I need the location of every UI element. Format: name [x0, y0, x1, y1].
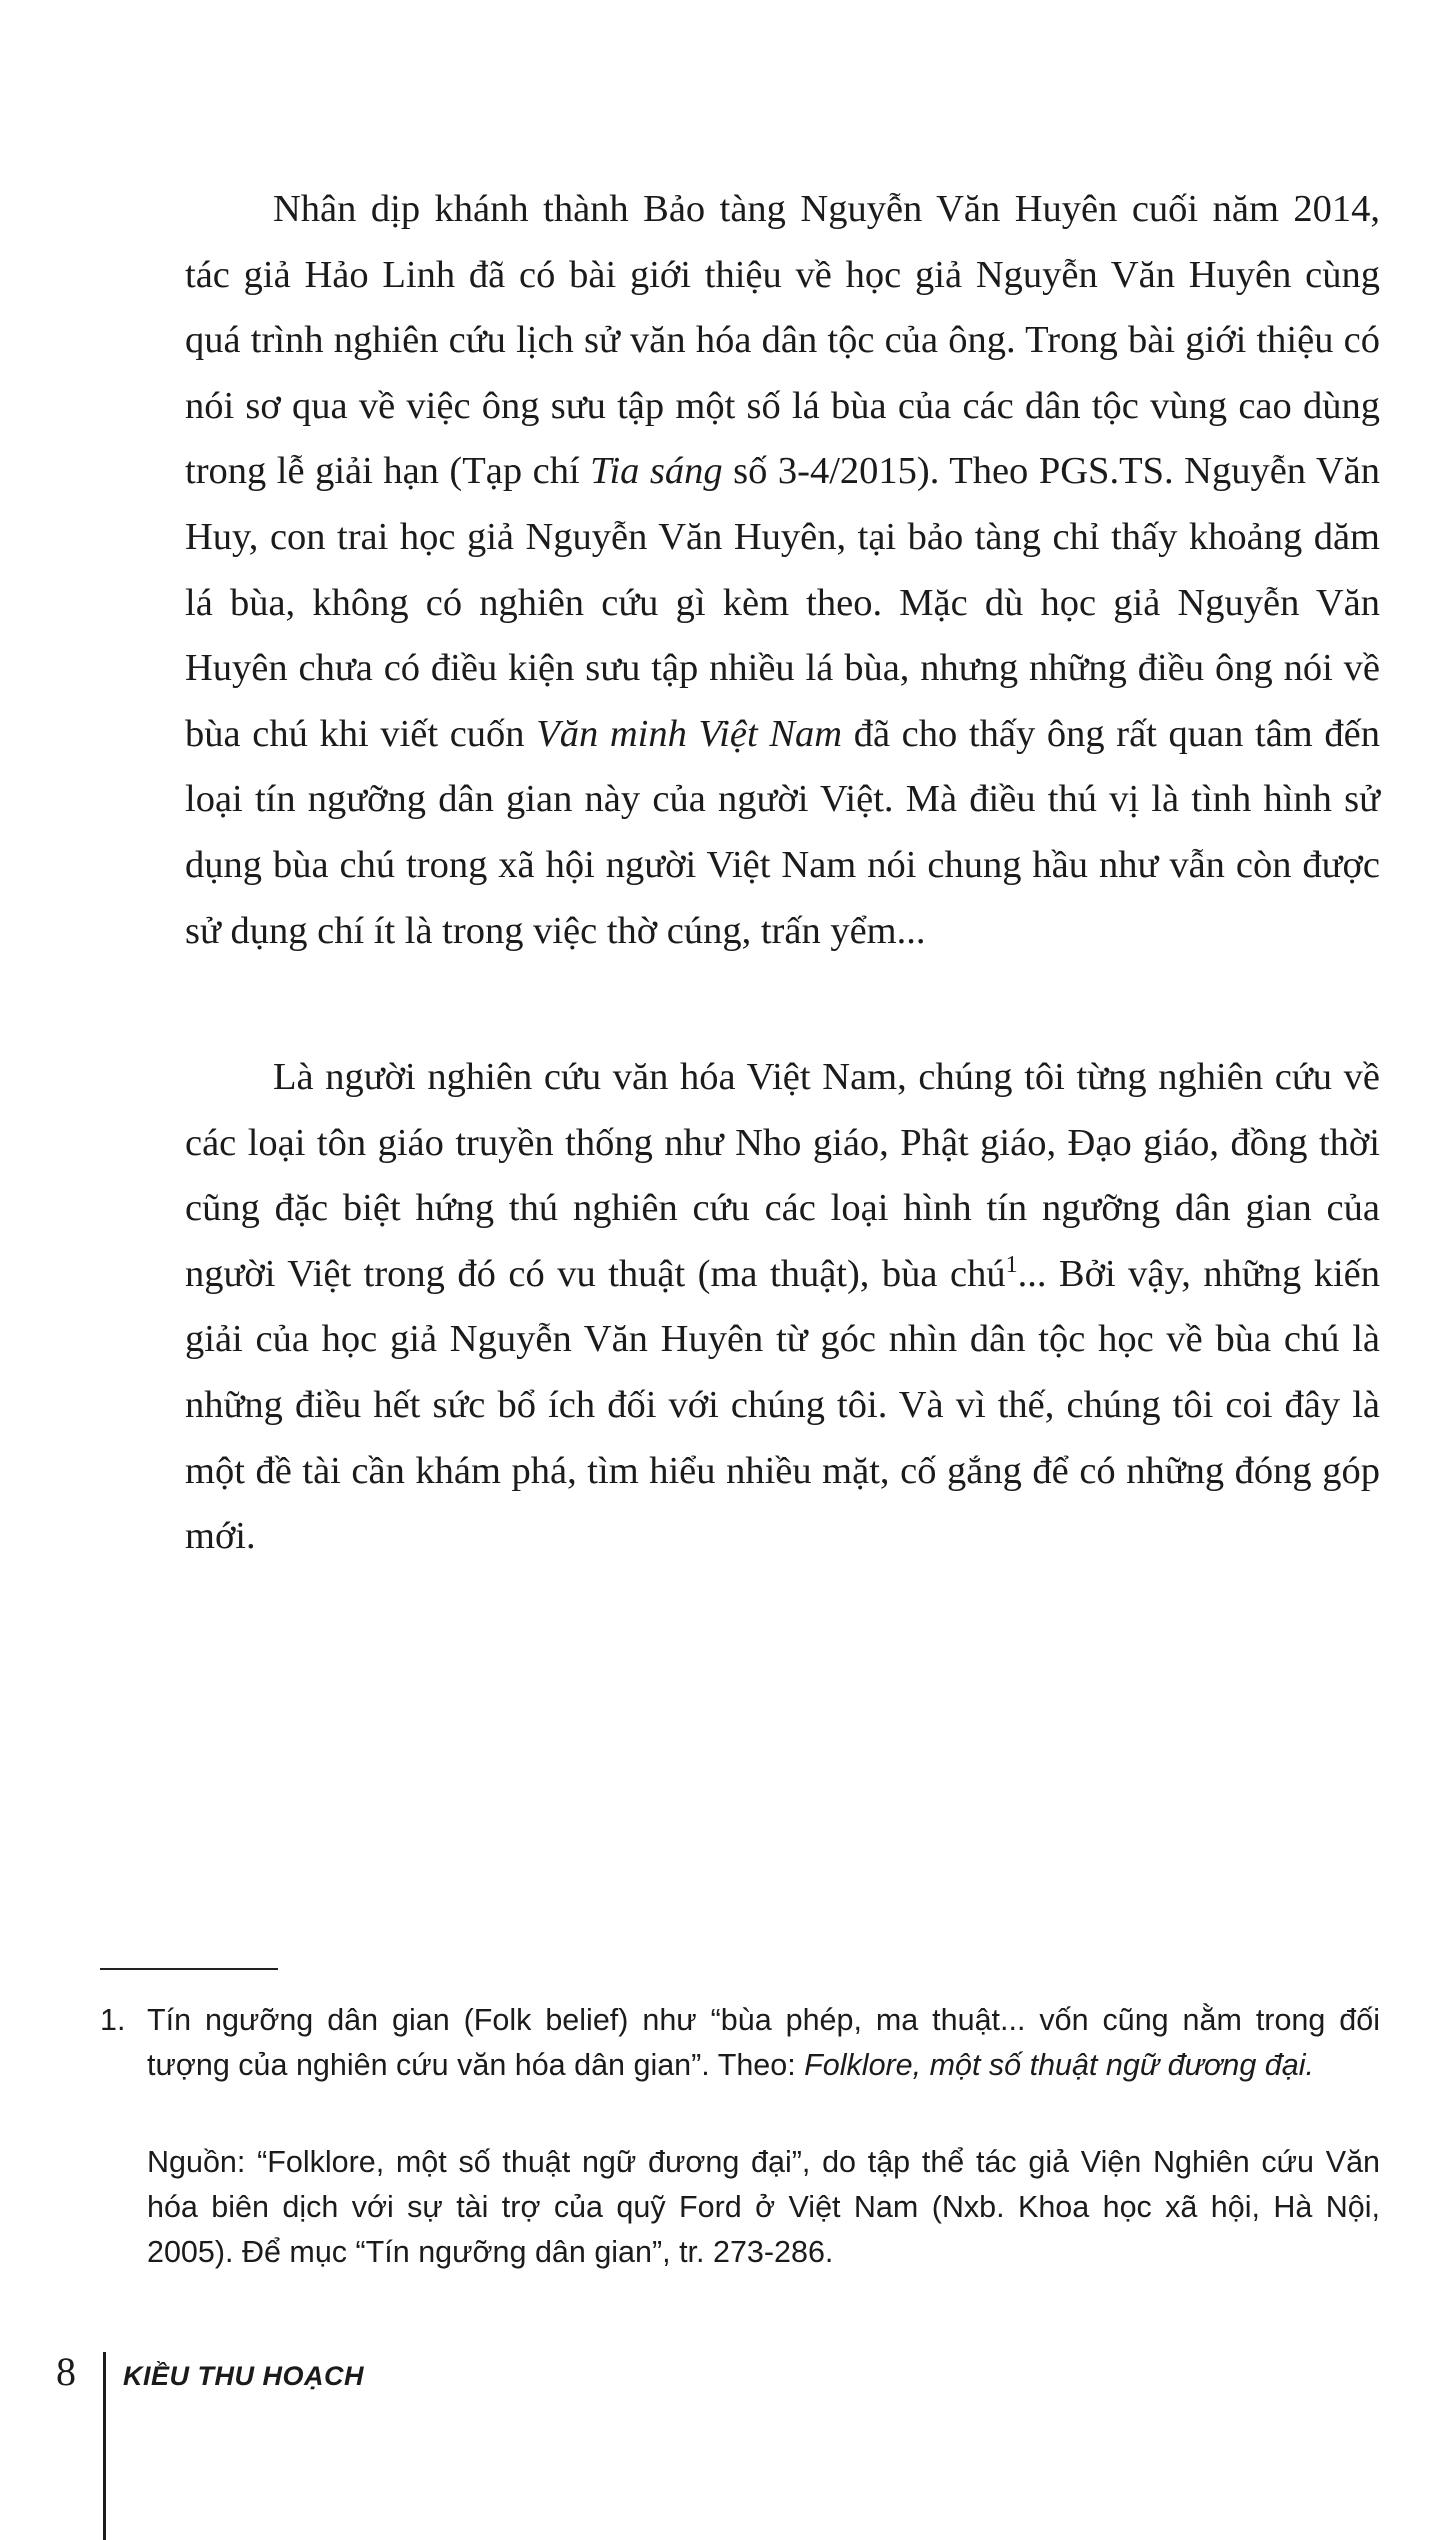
footnote-1-source: Nguồn: “Folklore, một số thuật ngữ đương đại”, do tập thể tác giả Viện Nghiên cứu Văn hóa biên dịch với sự tài trợ của quỹ Ford ở Việt Nam (Nxb. Khoa học xã hội, Hà Nội, 2005). Để mục “Tín ngưỡng dân gian”, tr. 273-286.	[147, 2145, 1380, 2269]
journal-title: Tia sáng	[590, 450, 723, 493]
running-header-author: KIỀU THU HOẠCH	[123, 2361, 364, 2391]
footnote-1	[100, 1998, 1380, 2088]
paragraph-2-text-b: ... Bởi vậy, những kiến giải của học giả Nguyễn Văn Huyên từ góc nhìn dân tộc học về bùa chú là những điều hết sức bổ ích đối với chúng tôi. Và vì thế, chúng tôi coi đây là một đề tài cần khám phá, tìm hiểu nhiều mặt, cố gắng để có những đóng góp mới.	[185, 1252, 1380, 1558]
paragraph-1	[185, 177, 1380, 964]
footer-divider	[103, 2352, 106, 2540]
paragraph-2	[185, 1045, 1380, 1570]
paragraph-2-text-a: Là người nghiên cứu văn hóa Việt Nam, chúng tôi từng nghiên cứu về các loại tôn giáo truyền thống như Nho giáo, Phật giáo, Đạo giáo, đồng thời cũng đặc biệt hứng thú nghiên cứu các loại hình tín ngưỡng dân gian của người Việt trong đó có vu thuật (ma thuật), bùa chú	[185, 1056, 1380, 1295]
footnote-1-text: Tín ngưỡng dân gian (Folk belief) như “bùa phép, ma thuật... vốn cũng nằm trong đối tượng của nghiên cứu văn hóa dân gian”. Theo:	[147, 2003, 1380, 2082]
footnote-1-body	[147, 1998, 1380, 2088]
paragraph-1-text-b: số 3-4/2015). Theo PGS.TS. Nguyễn Văn Huy, con trai học giả Nguyễn Văn Huyên, tại bảo tàng chỉ thấy khoảng dăm lá bùa, không có nghiên cứu gì kèm theo. Mặc dù học giả Nguyễn Văn Huyên chưa có điều kiện sưu tập nhiều lá bùa, nhưng những điều ông nói về bùa chú khi viết cuốn	[185, 450, 1380, 755]
page-number: 8	[56, 2349, 76, 2394]
footnote-1-end: .	[1305, 2048, 1314, 2082]
footnote-1-cited-title: Folklore, một số thuật ngữ đương đại	[804, 2048, 1306, 2082]
footnote-divider	[100, 1968, 278, 1970]
paragraph-1-text-a: Nhân dịp khánh thành Bảo tàng Nguyễn Văn Huyên cuối năm 2014, tác giả Hảo Linh đã có bài giới thiệu về học giả Nguyễn Văn Huyên cùng quá trình nghiên cứu lịch sử văn hóa dân tộc của ông. Trong bài giới thiệu có nói sơ qua về việc ông sưu tập một số lá bùa của các dân tộc vùng cao dùng trong lễ giải hạn (Tạp chí	[185, 188, 1380, 493]
paragraph-1-text-c: đã cho thấy ông rất quan tâm đến loại tín ngưỡng dân gian này của người Việt. Mà điều thú vị là tình hình sử dụng bùa chú trong xã hội người Việt Nam nói chung hầu như vẫn còn được sử dụng chí ít là trong việc thờ cúng, trấn yểm...	[185, 712, 1380, 952]
book-title: Văn minh Việt Nam	[536, 712, 843, 755]
footnote-1-number: 1.	[100, 2003, 126, 2037]
footnote-reference[interactable]: 1	[1005, 1251, 1018, 1278]
